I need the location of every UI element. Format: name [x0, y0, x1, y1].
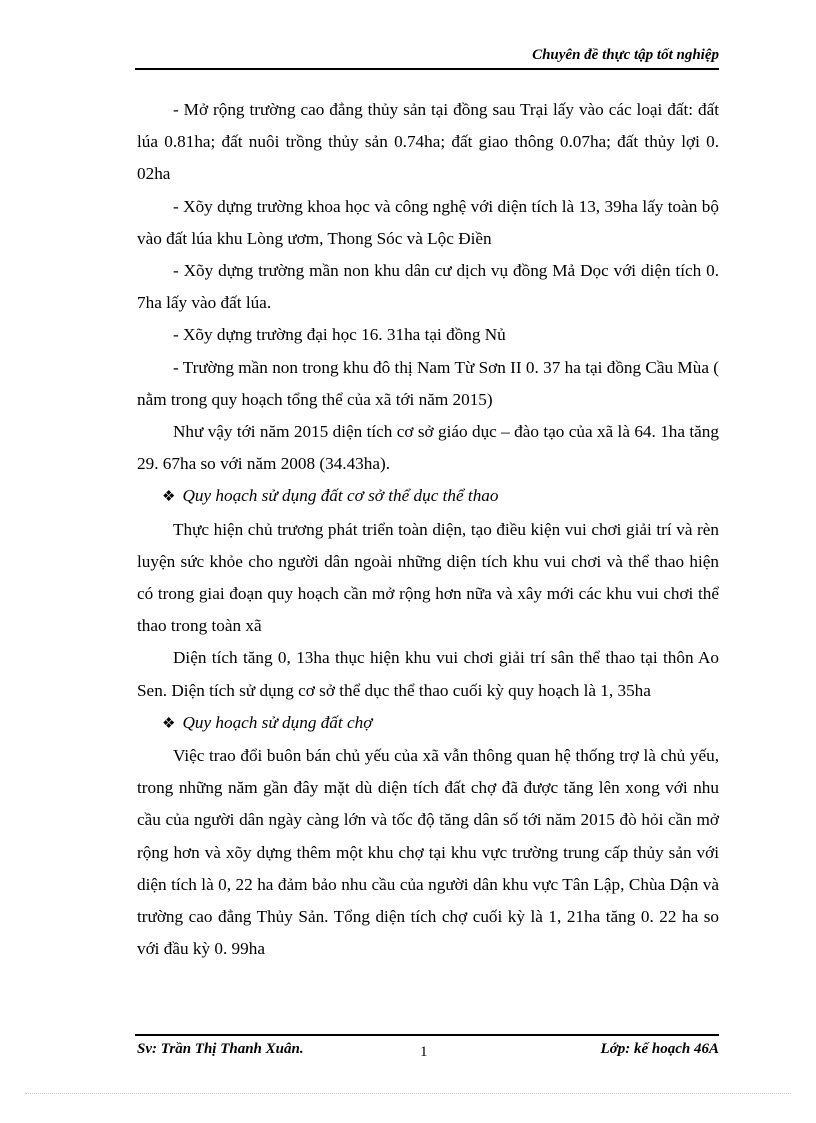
- body-content: [137, 94, 719, 965]
- section-heading-market: [137, 707, 719, 740]
- footer-rule: [135, 1034, 719, 1036]
- paragraph-sports-area: Diện tích tăng 0, 13ha thục hiện khu vui chơi giải trí sân thể thao tại thôn Ao Sen. Diện tích sử dụng cơ sở thể dục thể thao cuối kỳ quy hoạch là 1, 35ha: [137, 648, 719, 700]
- paragraph-kindergarten-nam-tu-son: - Trường mần non trong khu đô thị Nam Từ Sơn II 0. 37 ha tại đồng Cầu Mùa ( nằm trong quy hoạch tổng thể của xã tới năm 2015): [137, 357, 719, 409]
- paragraph-education-summary: Như vậy tới năm 2015 diện tích cơ sở giáo dục – đào tạo của xã là 64. 1ha tăng 29. 67ha so với năm 2008 (34.43ha).: [137, 422, 719, 474]
- page-bottom-dotted-line: [25, 1093, 791, 1094]
- section-heading-sports: [137, 480, 719, 513]
- diamond-bullet-icon: ❖: [162, 715, 176, 732]
- paragraph-sports-policy: Thực hiện chủ trương phát triển toàn diện, tạo điều kiện vui chơi giải trí và rèn luyện sức khỏe cho người dân ngoài những diện tích khu vui chơi và thể thao hiện có trong giai đoạn quy hoạch cần mở rộng hơn nữa và xây mới các khu vui chơi thể thao trong toàn xã: [137, 519, 719, 636]
- header-title: Chuyên đề thực tập tốt nghiệp: [532, 47, 719, 63]
- footer-student-name: Sv: Trần Thị Thanh Xuân.: [137, 1041, 304, 1057]
- paragraph-market: Việc trao đổi buôn bán chủ yếu của xã vẫn thông quan hệ thống trợ là chủ yếu, trong những năm gần đây mặt dù diện tích đất chợ đã được tăng lên xong với nhu cầu của người dân ngày càng lớn và tốc độ tăng dân số tới năm 2015 đò hỏi cần mở rộng hơn và xõy dựng thêm một khu chợ tại khu vực trường trung cấp thủy sản với diện tích là 0, 22 ha đảm bảo nhu cầu của người dân khu vực Tân Lập, Chùa Dận và trường cao đẳng Thủy Sản. Tổng diện tích chợ cuối kỳ là 1, 21ha tăng 0. 22 ha so với đầu kỳ 0. 99ha: [137, 746, 719, 959]
- section-heading-market-text: Quy hoạch sử dụng đất chợ: [182, 712, 373, 732]
- footer-class-name: Lớp: kế hoạch 46A: [600, 1041, 719, 1057]
- paragraph-school-expansion: - Mở rộng trường cao đẳng thủy sản tại đồng sau Trại lấy vào các loại đất: đất lúa 0.81ha; đất nuôi trồng thủy sản 0.74ha; đất giao thông 0.07ha; đất thủy lợi 0. 02ha: [137, 100, 719, 184]
- paragraph-kindergarten: - Xõy dựng trường mần non khu dân cư dịch vụ đồng Mả Dọc với diện tích 0. 7ha lấy vào đất lúa.: [137, 261, 719, 313]
- paragraph-science-school: - Xõy dựng trường khoa học và công nghệ với diện tích là 13, 39ha lấy toàn bộ vào đất lúa khu Lòng ươm, Thong Sóc và Lộc Điền: [137, 196, 719, 248]
- footer-page-number: 1: [420, 1044, 428, 1060]
- header-rule: [135, 68, 719, 70]
- section-heading-sports-text: Quy hoạch sử dụng đất cơ sở thể dục thể thao: [182, 486, 499, 506]
- paragraph-university: - Xõy dựng trường đại học 16. 31ha tại đồng Nủ: [173, 325, 506, 345]
- diamond-bullet-icon: ❖: [162, 489, 176, 506]
